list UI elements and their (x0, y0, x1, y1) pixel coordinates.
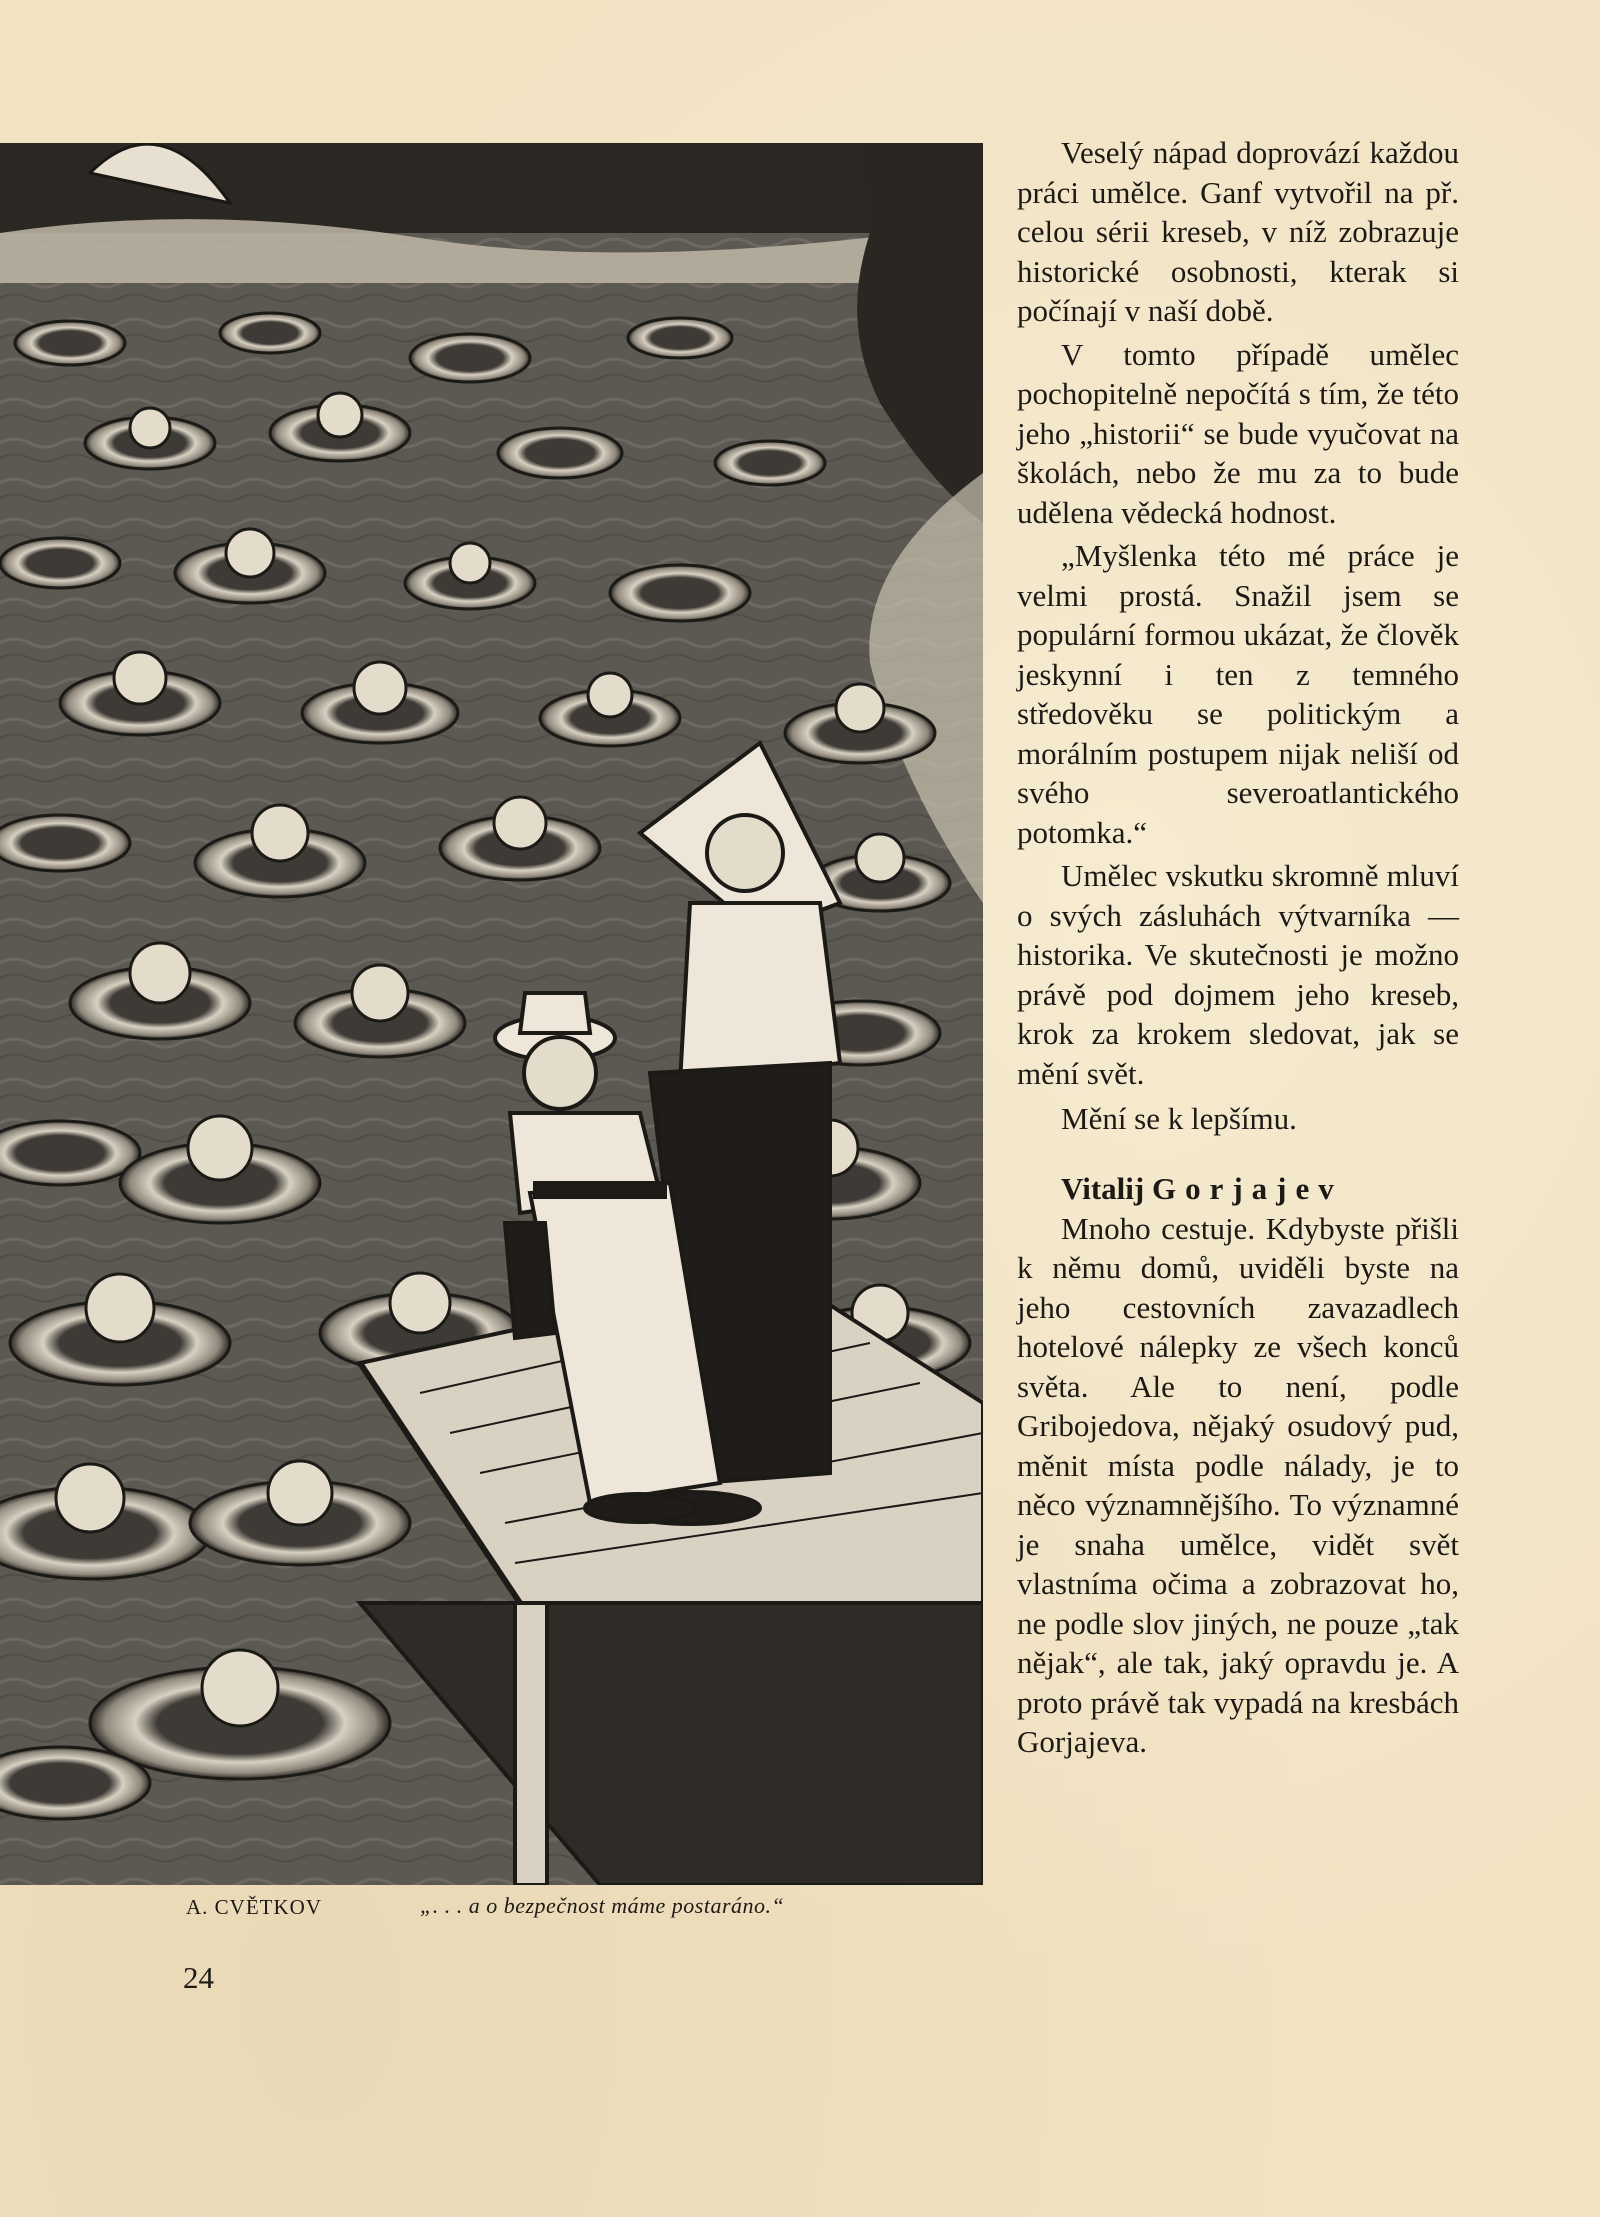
caption-author: A. CVĚTKOV (186, 1895, 322, 1919)
paragraph-1: Veselý nápad doprovází každou práci umělce. Ganf vytvořil na př. celou sérii kreseb, v níž zobrazuje historické osobnosti, kterak si počínají v naší době. (1017, 135, 1459, 328)
paragraph-2: V tomto případě umělec pochopitelně nepočítá s tím, že této jeho „historii“ se bude vyučovat na školách, nebo že mu za to bude udělena vědecká hodnost. (1017, 336, 1459, 530)
paragraph-3: „Myšlenka této mé práce je velmi prostá. Snažil jsem se populární formou ukázat, že člověk jeskynní i ten z temného středověku se politickým a morálním postupem nijak neliší od svého severoatlantického potomka.“ (1017, 538, 1459, 850)
cartoon-illustration (0, 143, 983, 1885)
paragraph-5: Mnoho cestuje. Kdybyste přišli k němu domů, uviděli byste na jeho cestovních zavazadlech hotelové nálepky ze všech konců světa. Ale to není, podle Gribojedova, nějaký osudový pud, měnit místa podle nálady, je to něco významnějšího. To významné je snaha umělce, vidět svět vlastníma očima a zobrazovat ho, ne podle slov jiných, ne pouze „tak nějak“, ale tak, jaký opravdu je. A proto právě tak vypadá na kresbách Gorjajeva. (1017, 1210, 1459, 1759)
section-heading (1017, 1169, 1459, 1209)
closing-line: Mění se k lepšímu. (1061, 1101, 1297, 1136)
cartoon-drawing (0, 143, 983, 1885)
article-column (1017, 133, 1459, 1762)
caption-quote: „. . . a o bezpečnost máme postaráno.“ (420, 1893, 785, 1918)
heading-first-name: Vitalij (1061, 1170, 1145, 1206)
heading-surname: Gorjajev (1151, 1170, 1343, 1206)
paragraph-4: Umělec vskutku skromně mluví o svých zásluhách výtvarníka — historika. Ve skutečnosti je možno právě pod dojmem jeho kreseb, krok za krokem sledovat, jak se mění svět. (1017, 858, 1459, 1091)
page-number: 24 (183, 1960, 214, 1995)
